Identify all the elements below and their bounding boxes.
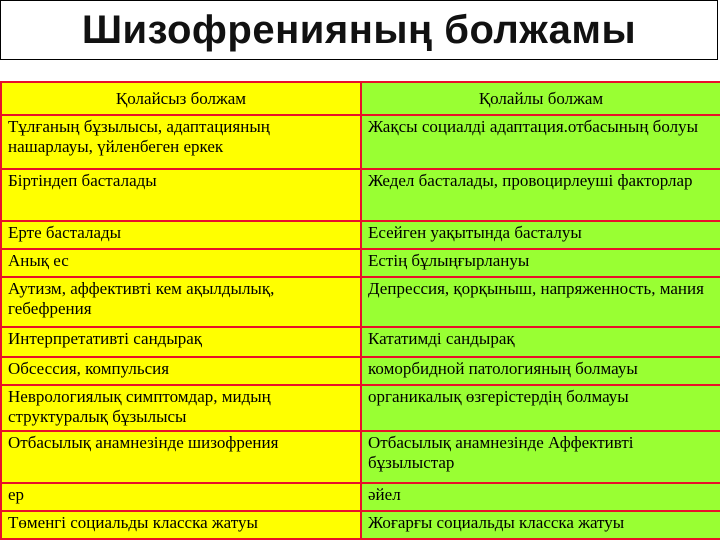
cell-unfavorable: Ерте басталады bbox=[1, 221, 361, 249]
cell-favorable: Кататимді сандырақ bbox=[361, 327, 720, 357]
column-header-unfavorable: Қолайсыз болжам bbox=[1, 82, 361, 115]
cell-unfavorable: Аутизм, аффективті кем ақылдылық, гебефрения bbox=[1, 277, 361, 327]
table-row bbox=[1, 327, 720, 357]
cell-unfavorable: Төменгі социальды класска жатуы bbox=[1, 511, 361, 539]
cell-unfavorable: Отбасылық анамнезінде шизофрения bbox=[1, 431, 361, 483]
table-row bbox=[1, 169, 720, 221]
table-row bbox=[1, 221, 720, 249]
cell-favorable: Жедел басталады, провоцирлеуші факторлар bbox=[361, 169, 720, 221]
prognosis-table bbox=[0, 81, 720, 540]
cell-unfavorable: ер bbox=[1, 483, 361, 511]
table-row bbox=[1, 115, 720, 169]
cell-unfavorable: Интерпретативті сандырақ bbox=[1, 327, 361, 357]
cell-favorable: әйел bbox=[361, 483, 720, 511]
cell-favorable: Жақсы социалді адаптация.отбасының болуы bbox=[361, 115, 720, 169]
table-row bbox=[1, 385, 720, 431]
cell-unfavorable: Біртіндеп басталады bbox=[1, 169, 361, 221]
table-row bbox=[1, 511, 720, 539]
table-header-row bbox=[1, 82, 720, 115]
table-row bbox=[1, 357, 720, 385]
cell-favorable: органикалық өзгерістердің болмауы bbox=[361, 385, 720, 431]
cell-unfavorable: Анық ес bbox=[1, 249, 361, 277]
cell-unfavorable: Тұлғаның бұзылысы, адаптацияның нашарлауы, үйленбеген еркек bbox=[1, 115, 361, 169]
cell-unfavorable: Неврологиялық симптомдар, мидың структуралық бұзылысы bbox=[1, 385, 361, 431]
cell-favorable: Жоғарғы социальды класска жатуы bbox=[361, 511, 720, 539]
page-title: Шизофренияның болжамы bbox=[81, 7, 637, 52]
column-header-favorable: Қолайлы болжам bbox=[361, 82, 720, 115]
cell-favorable: коморбидной патологияның болмауы bbox=[361, 357, 720, 385]
table-row bbox=[1, 277, 720, 327]
cell-unfavorable: Обсессия, компульсия bbox=[1, 357, 361, 385]
cell-favorable: Отбасылық анамнезінде Аффективті бұзылыстар bbox=[361, 431, 720, 483]
table-row bbox=[1, 249, 720, 277]
title-box bbox=[0, 0, 718, 60]
cell-favorable: Есейген уақытында басталуы bbox=[361, 221, 720, 249]
cell-favorable: Депрессия, қорқыныш, напряженность, мания bbox=[361, 277, 720, 327]
table-row bbox=[1, 431, 720, 483]
cell-favorable: Естің бұлыңғырлануы bbox=[361, 249, 720, 277]
table-row bbox=[1, 483, 720, 511]
